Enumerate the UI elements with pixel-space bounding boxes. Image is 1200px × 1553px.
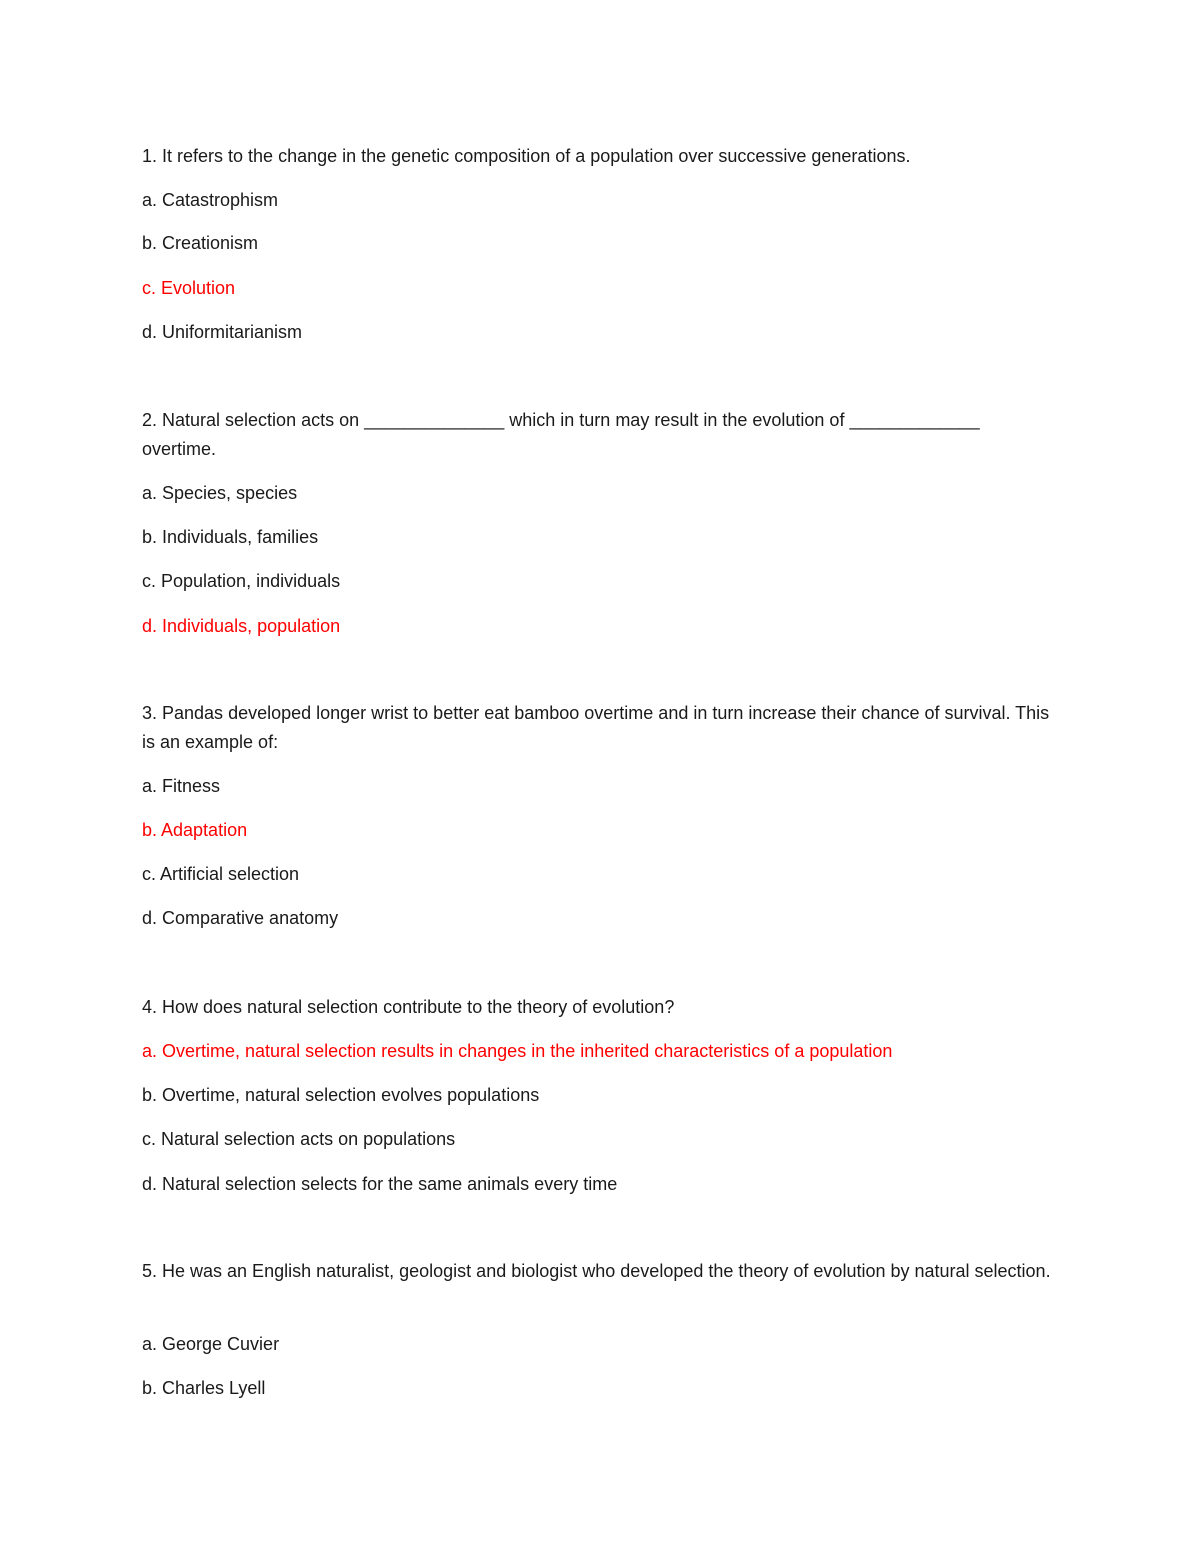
question-1-option-b: b. Creationism: [142, 233, 259, 253]
question-3-option-d: d. Comparative anatomy: [142, 908, 339, 928]
question-1-prompt: 1. It refers to the change in the genetic composition of a population over successive generations.: [142, 146, 911, 166]
question-4-option-a-correct: a. Overtime, natural selection results in changes in the inherited characteristics of a population: [142, 1041, 893, 1061]
question-5-option-a: a. George Cuvier: [142, 1334, 280, 1354]
question-3-prompt: 3. Pandas developed longer wrist to better eat bamboo overtime and in turn increase their chance of survival. This is an example of:: [142, 703, 1050, 752]
question-4-option-b: b. Overtime, natural selection evolves populations: [142, 1085, 540, 1105]
question-2-prompt: 2. Natural selection acts on ______________ which in turn may result in the evolution of _____________ overtime.: [142, 410, 980, 459]
question-2-option-b: b. Individuals, families: [142, 527, 319, 547]
question-2-option-c: c. Population, individuals: [142, 571, 341, 591]
question-4-option-d: d. Natural selection selects for the same animals every time: [142, 1174, 618, 1194]
question-4-option-c: c. Natural selection acts on populations: [142, 1129, 456, 1149]
question-2-option-d-correct: d. Individuals, population: [142, 616, 341, 636]
question-3-option-b-correct: b. Adaptation: [142, 820, 248, 840]
question-1-option-c-correct: c. Evolution: [142, 278, 236, 298]
question-5-option-b: b. Charles Lyell: [142, 1378, 266, 1398]
question-4-prompt: 4. How does natural selection contribute to the theory of evolution?: [142, 997, 675, 1017]
question-3-option-c: c. Artificial selection: [142, 864, 300, 884]
question-5-prompt: 5. He was an English naturalist, geologist and biologist who developed the theory of evolution by natural selection.: [142, 1261, 1051, 1281]
question-2-option-a: a. Species, species: [142, 483, 298, 503]
question-3-option-a: a. Fitness: [142, 776, 221, 796]
question-1-option-d: d. Uniformitarianism: [142, 322, 303, 342]
question-1-option-a: a. Catastrophism: [142, 190, 279, 210]
